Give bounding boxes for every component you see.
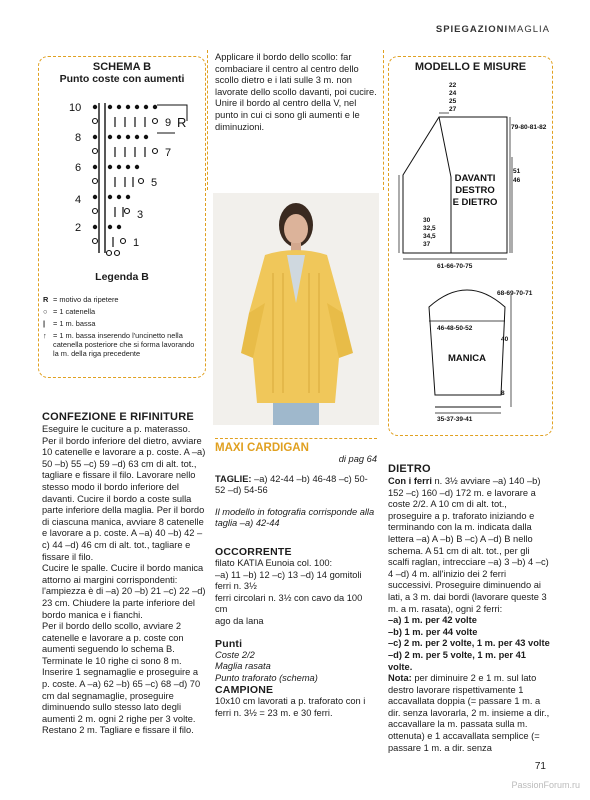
stitch-item: Coste 2/2 — [215, 649, 255, 660]
punti-heading: Punti — [215, 637, 243, 650]
dietro-heading: DIETRO — [388, 463, 431, 475]
decrease-line: –d) 2 m. per 5 volte, 1 m. per 41 volte. — [388, 649, 526, 672]
measurements-box — [388, 56, 553, 436]
row-number-2: 2 — [75, 222, 82, 234]
nota-paragraph — [388, 673, 550, 754]
header-section-name: SPIEGAZIONI — [435, 24, 509, 35]
cardigan-photo — [213, 193, 379, 425]
schema-b-box — [38, 56, 206, 378]
schema-title: SCHEMA B — [92, 61, 152, 73]
row-number-5: 5 — [151, 177, 158, 189]
sizes-line — [215, 474, 377, 497]
row-number-10: 10 — [69, 102, 82, 114]
height-measure: 79-80-81-82 — [511, 124, 547, 131]
back-loop-stitch-icon: ↑ — [43, 331, 47, 340]
page-reference: di pag 64 — [338, 454, 377, 464]
ferri-label: Con i ferri — [388, 476, 432, 486]
row-number-8: 8 — [75, 132, 82, 144]
campione-heading: CAMPIONE — [215, 684, 274, 697]
product-block — [215, 438, 377, 720]
occorrente-list — [215, 558, 377, 628]
legend-text: = 1 catenella — [53, 307, 96, 316]
occorrente-heading: OCCORRENTE — [215, 545, 292, 558]
column-divider-right — [383, 50, 384, 190]
sleeve-width: 46-48-50-52 — [437, 325, 473, 332]
legend-symbol: R — [43, 295, 49, 304]
legend-text: = 1 m. bassa — [53, 319, 96, 328]
sleeve-height: 40 — [501, 336, 509, 343]
section-header — [436, 24, 550, 35]
body-width: 61-66-70-75 — [437, 263, 473, 270]
legend-title: Legenda B — [95, 271, 149, 283]
row-number-9: 9 — [165, 117, 172, 129]
side-measure: 37 — [423, 241, 431, 248]
diagram-title: MODELLO E MISURE — [414, 61, 527, 73]
crochet-chart — [39, 93, 205, 283]
materials-line: ferri n. 3½ — [215, 581, 257, 592]
row-number-7: 7 — [165, 147, 172, 159]
row-number-1: 1 — [133, 237, 140, 249]
side-measure: 30 — [423, 217, 431, 224]
materials-line: ferri circolari n. 3½ con cavo da 100 cm — [215, 592, 363, 615]
header-category: MAGLIA — [508, 24, 550, 35]
watermark: PassionForum.ru — [511, 780, 580, 790]
sizes-label: TAGLIE: — [215, 473, 252, 484]
neck-size: 27 — [449, 106, 457, 113]
materials-line: ago da lana — [215, 615, 264, 626]
legend-text: = 1 m. bassa inserendo l'uncinetto nella catenella posteriore che si forma lavorando la m. della riga precedente — [53, 331, 195, 358]
cuff-width: 35-37-39-41 — [437, 416, 473, 423]
schematic-diagram — [389, 77, 552, 433]
confezione-text — [42, 424, 207, 737]
neck-size: 24 — [449, 90, 457, 97]
dietro-paragraph — [388, 476, 550, 615]
legend-text: = motivo da ripetere — [53, 295, 119, 304]
legend-item — [43, 295, 199, 304]
column-divider-top — [207, 50, 208, 190]
confezione-paragraph: Eseguire le cuciture a p. materasso. — [42, 424, 191, 434]
sleeve-top-measure: 68-69-70-71 — [497, 290, 533, 297]
confezione-paragraph: Per il bordo inferiore del dietro, avviare 10 catenelle e lavorare a p. coste. A –a) 50 –b) 55 –c) 59 –d) 63 cm di alt. tot., tagliare e fissare il filo. Lavorare nello stesso modo il bordo inferiore del davanti. Cucire il bordo a coste sulla parte inferiore della maglia. Per il bordo di ciascuna manica, avviare 8 catenelle e lavorare a p. coste. A –a) 40 –b) 42 –c) 44 –d) 46 cm di alt. tot., tagliare e fissare il filo. — [42, 435, 206, 562]
decrease-line: –c) 2 m. per 2 volte, 1 m. per 43 volte — [388, 638, 550, 649]
schema-subtitle: Punto coste con aumenti — [59, 73, 185, 85]
armhole-measure: 51 — [513, 168, 521, 175]
dietro-body: n. 3½ avviare –a) 140 –b) 152 –c) 160 –d) 172 m. e lavorare a coste 2/2. A 10 cm di alt. tot., proseguire a p. traforato iniziando e terminando con la m. indicata dalla lettera –a) A –b) B –c) A –d) B nello schema. A 51 cm di alt. tot., per gli scalfi raglan, intrecciare –a) 3 –b) 4 –c) 4 –d) 4 m. all'inizio dei 2 ferri successivi. Proseguire diminuendo ai lati, a 3 m. dai bordi (lavorare queste 3 m. a m. rasata), ogni 2 ferri: — [388, 476, 549, 614]
nota-label: Nota: — [388, 673, 412, 684]
decrease-line: –a) 1 m. per 42 volte — [388, 615, 477, 626]
scollo-text: Applicare il bordo dello scollo: far combaciare il centro al centro dello scollo dietro e i lati sulle 3 m. non lavorate dello scollo davanti, poi cucire. Unire il bordo al centro della V, nel punto in cui ci sono gli aumenti e le diminuzioni. — [215, 52, 377, 132]
product-title: MAXI CARDIGAN — [215, 442, 309, 454]
cuff-height: 8 — [501, 390, 505, 397]
body-label: DESTRO — [455, 185, 495, 196]
materials-line: filato KATIA Eunoia col. 100: — [215, 557, 333, 568]
confezione-heading: CONFEZIONE E RIFINITURE — [42, 411, 194, 423]
stitch-item: Maglia rasata — [215, 661, 271, 672]
sleeve-label: MANICA — [448, 353, 486, 364]
sizes-values: –a) 42-44 –b) 46-48 –c) 50-52 –d) 54-56 — [215, 473, 368, 496]
side-measure: 32,5 — [423, 225, 436, 232]
model-note: Il modello in fotografia corrisponde alla taglia –a) 42-44 — [215, 506, 375, 529]
punti-list — [215, 650, 377, 685]
legend-item — [43, 331, 199, 358]
body-label: DAVANTI — [454, 173, 496, 184]
legend-item — [43, 307, 199, 316]
single-crochet-icon: | — [43, 319, 46, 328]
row-number-4: 4 — [75, 194, 82, 206]
materials-line: –a) 11 –b) 12 –c) 13 –d) 14 gomitoli — [215, 569, 362, 580]
dietro-text — [388, 476, 550, 754]
body-label: E DIETRO — [452, 197, 498, 208]
nota-text: per diminuire 2 e 1 m. sul lato destro lavorare rispettivamente 1 accavallata doppia (= passare 1 m. a dir. senza lavorarla, 2 m. insieme a dir., accavallare la m. passata sulla m. ottenuta) e 1 accavallata semplice (= passare 1 m. a dir. senza — [388, 673, 550, 753]
row-number-3: 3 — [137, 209, 144, 221]
legend-item — [43, 319, 199, 328]
neck-size: 22 — [449, 82, 457, 89]
campione-text: 10x10 cm lavorati a p. traforato con i ferri n. 3½ = 23 m. e 30 ferri. — [215, 696, 366, 718]
neck-size: 25 — [449, 98, 457, 105]
armhole-measure: 46 — [513, 177, 521, 184]
page-number: 71 — [534, 761, 546, 772]
decrease-line: –b) 1 m. per 44 volte — [388, 626, 478, 637]
row-number-6: 6 — [75, 162, 82, 174]
confezione-paragraph: Cucire le spalle. Cucire il bordo manica attorno ai margini corrispondenti: l'ampiezza è di –a) 20 –b) 21 –c) 22 –d) 23 cm. Chiudere la parte inferiore del bordo manica e i fianchi. — [42, 563, 206, 620]
chain-stitch-icon: ○ — [43, 307, 48, 316]
stitch-item: Punto traforato (schema) — [215, 672, 318, 683]
product-divider — [215, 438, 377, 439]
side-measure: 34,5 — [423, 233, 436, 240]
confezione-paragraph: Per il bordo dello scollo, avviare 2 catenelle e lavorare a p. coste con aumenti seguendo lo schema B. Terminate le 10 righe ci sono 8 m. Inserire 1 segnamaglie e proseguire a p. coste. A –a) 62 –b) 65 –c) 68 –d) 70 cm dal segnamaglie, proseguire diminuendo sullo stesso lato degli aumenti 2 m. ogni 2 righe per 3 volte. Restano 2 m. Tagliare e fissare il filo. — [42, 621, 201, 736]
repeat-marker: R — [177, 115, 187, 130]
legend-list — [43, 295, 199, 361]
